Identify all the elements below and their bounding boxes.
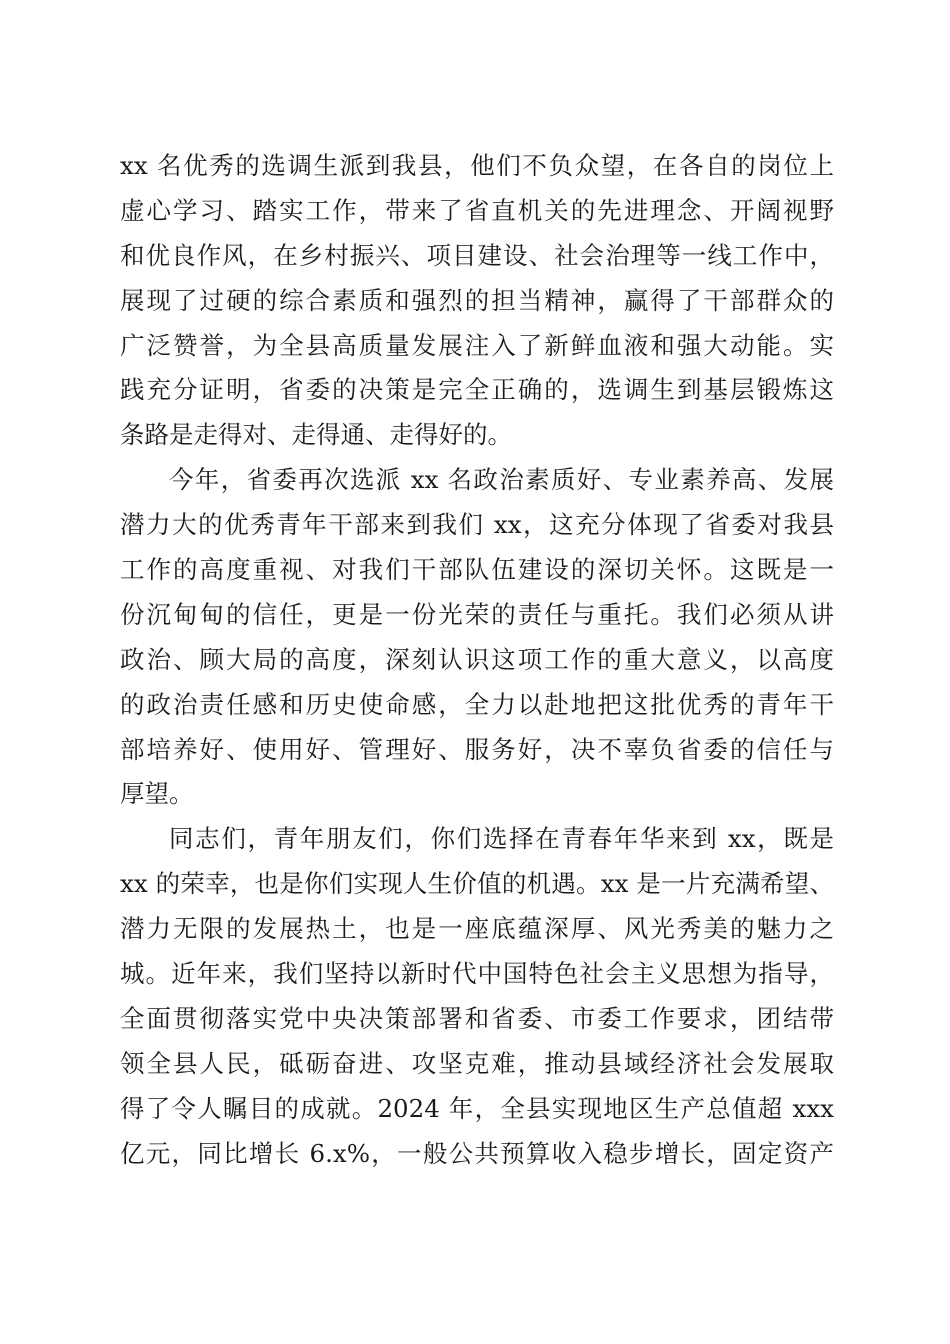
text-line: 践充分证明，省委的决策是完全正确的，选调生到基层锻炼这 xyxy=(120,375,834,405)
text-line: 工作的高度重视、对我们干部队伍建设的深切关怀。这既是一 xyxy=(120,555,834,585)
paragraph-1 xyxy=(120,144,834,458)
text-line: 潜力大的优秀青年干部来到我们 xx，这充分体现了省委对我县 xyxy=(120,510,834,540)
document-body xyxy=(120,144,834,1176)
text-line: 部培养好、使用好、管理好、服务好，决不辜负省委的信任与 xyxy=(120,734,834,764)
text-line: 条路是走得对、走得通、走得好的。 xyxy=(120,420,512,450)
text-line: 领全县人民，砥砺奋进、攻坚克难，推动县域经济社会发展取 xyxy=(120,1048,834,1078)
text-line: 今年，省委再次选派 xx 名政治素质好、专业素养高、发展 xyxy=(169,465,834,495)
text-line: xx 名优秀的选调生派到我县，他们不负众望，在各自的岗位上 xyxy=(120,151,834,180)
text-line: 厚望。 xyxy=(120,779,194,809)
paragraph-2 xyxy=(120,458,834,817)
text-line: xx 的荣幸，也是你们实现人生价值的机遇。xx 是一片充满希望、 xyxy=(120,869,834,899)
text-line: 全面贯彻落实党中央决策部署和省委、市委工作要求，团结带 xyxy=(120,1003,834,1033)
text-line: 同志们，青年朋友们，你们选择在青春年华来到 xx，既是 xyxy=(169,824,834,854)
text-line: 和优良作风，在乡村振兴、项目建设、社会治理等一线工作中， xyxy=(120,240,834,270)
text-line: 的政治责任感和历史使命感，全力以赴地把这批优秀的青年干 xyxy=(120,689,834,719)
text-line: 虚心学习、踏实工作，带来了省直机关的先进理念、开阔视野 xyxy=(120,195,834,225)
text-line: 潜力无限的发展热土，也是一座底蕴深厚、风光秀美的魅力之 xyxy=(120,914,834,944)
text-line: 份沉甸甸的信任，更是一份光荣的责任与重托。我们必须从讲 xyxy=(120,599,834,629)
text-line: 得了令人瞩目的成就。2024 年，全县实现地区生产总值超 xxx xyxy=(120,1093,834,1123)
text-line: 城。近年来，我们坚持以新时代中国特色社会主义思想为指导， xyxy=(120,959,834,989)
text-line: 展现了过硬的综合素质和强烈的担当精神，赢得了干部群众的 xyxy=(120,285,834,315)
text-line: 政治、顾大局的高度，深刻认识这项工作的重大意义，以高度 xyxy=(120,644,834,674)
paragraph-3 xyxy=(120,817,834,1176)
text-line: 亿元，同比增长 6.x%，一般公共预算收入稳步增长，固定资产 xyxy=(120,1138,834,1168)
text-line: 广泛赞誉，为全县高质量发展注入了新鲜血液和强大动能。实 xyxy=(120,330,834,360)
